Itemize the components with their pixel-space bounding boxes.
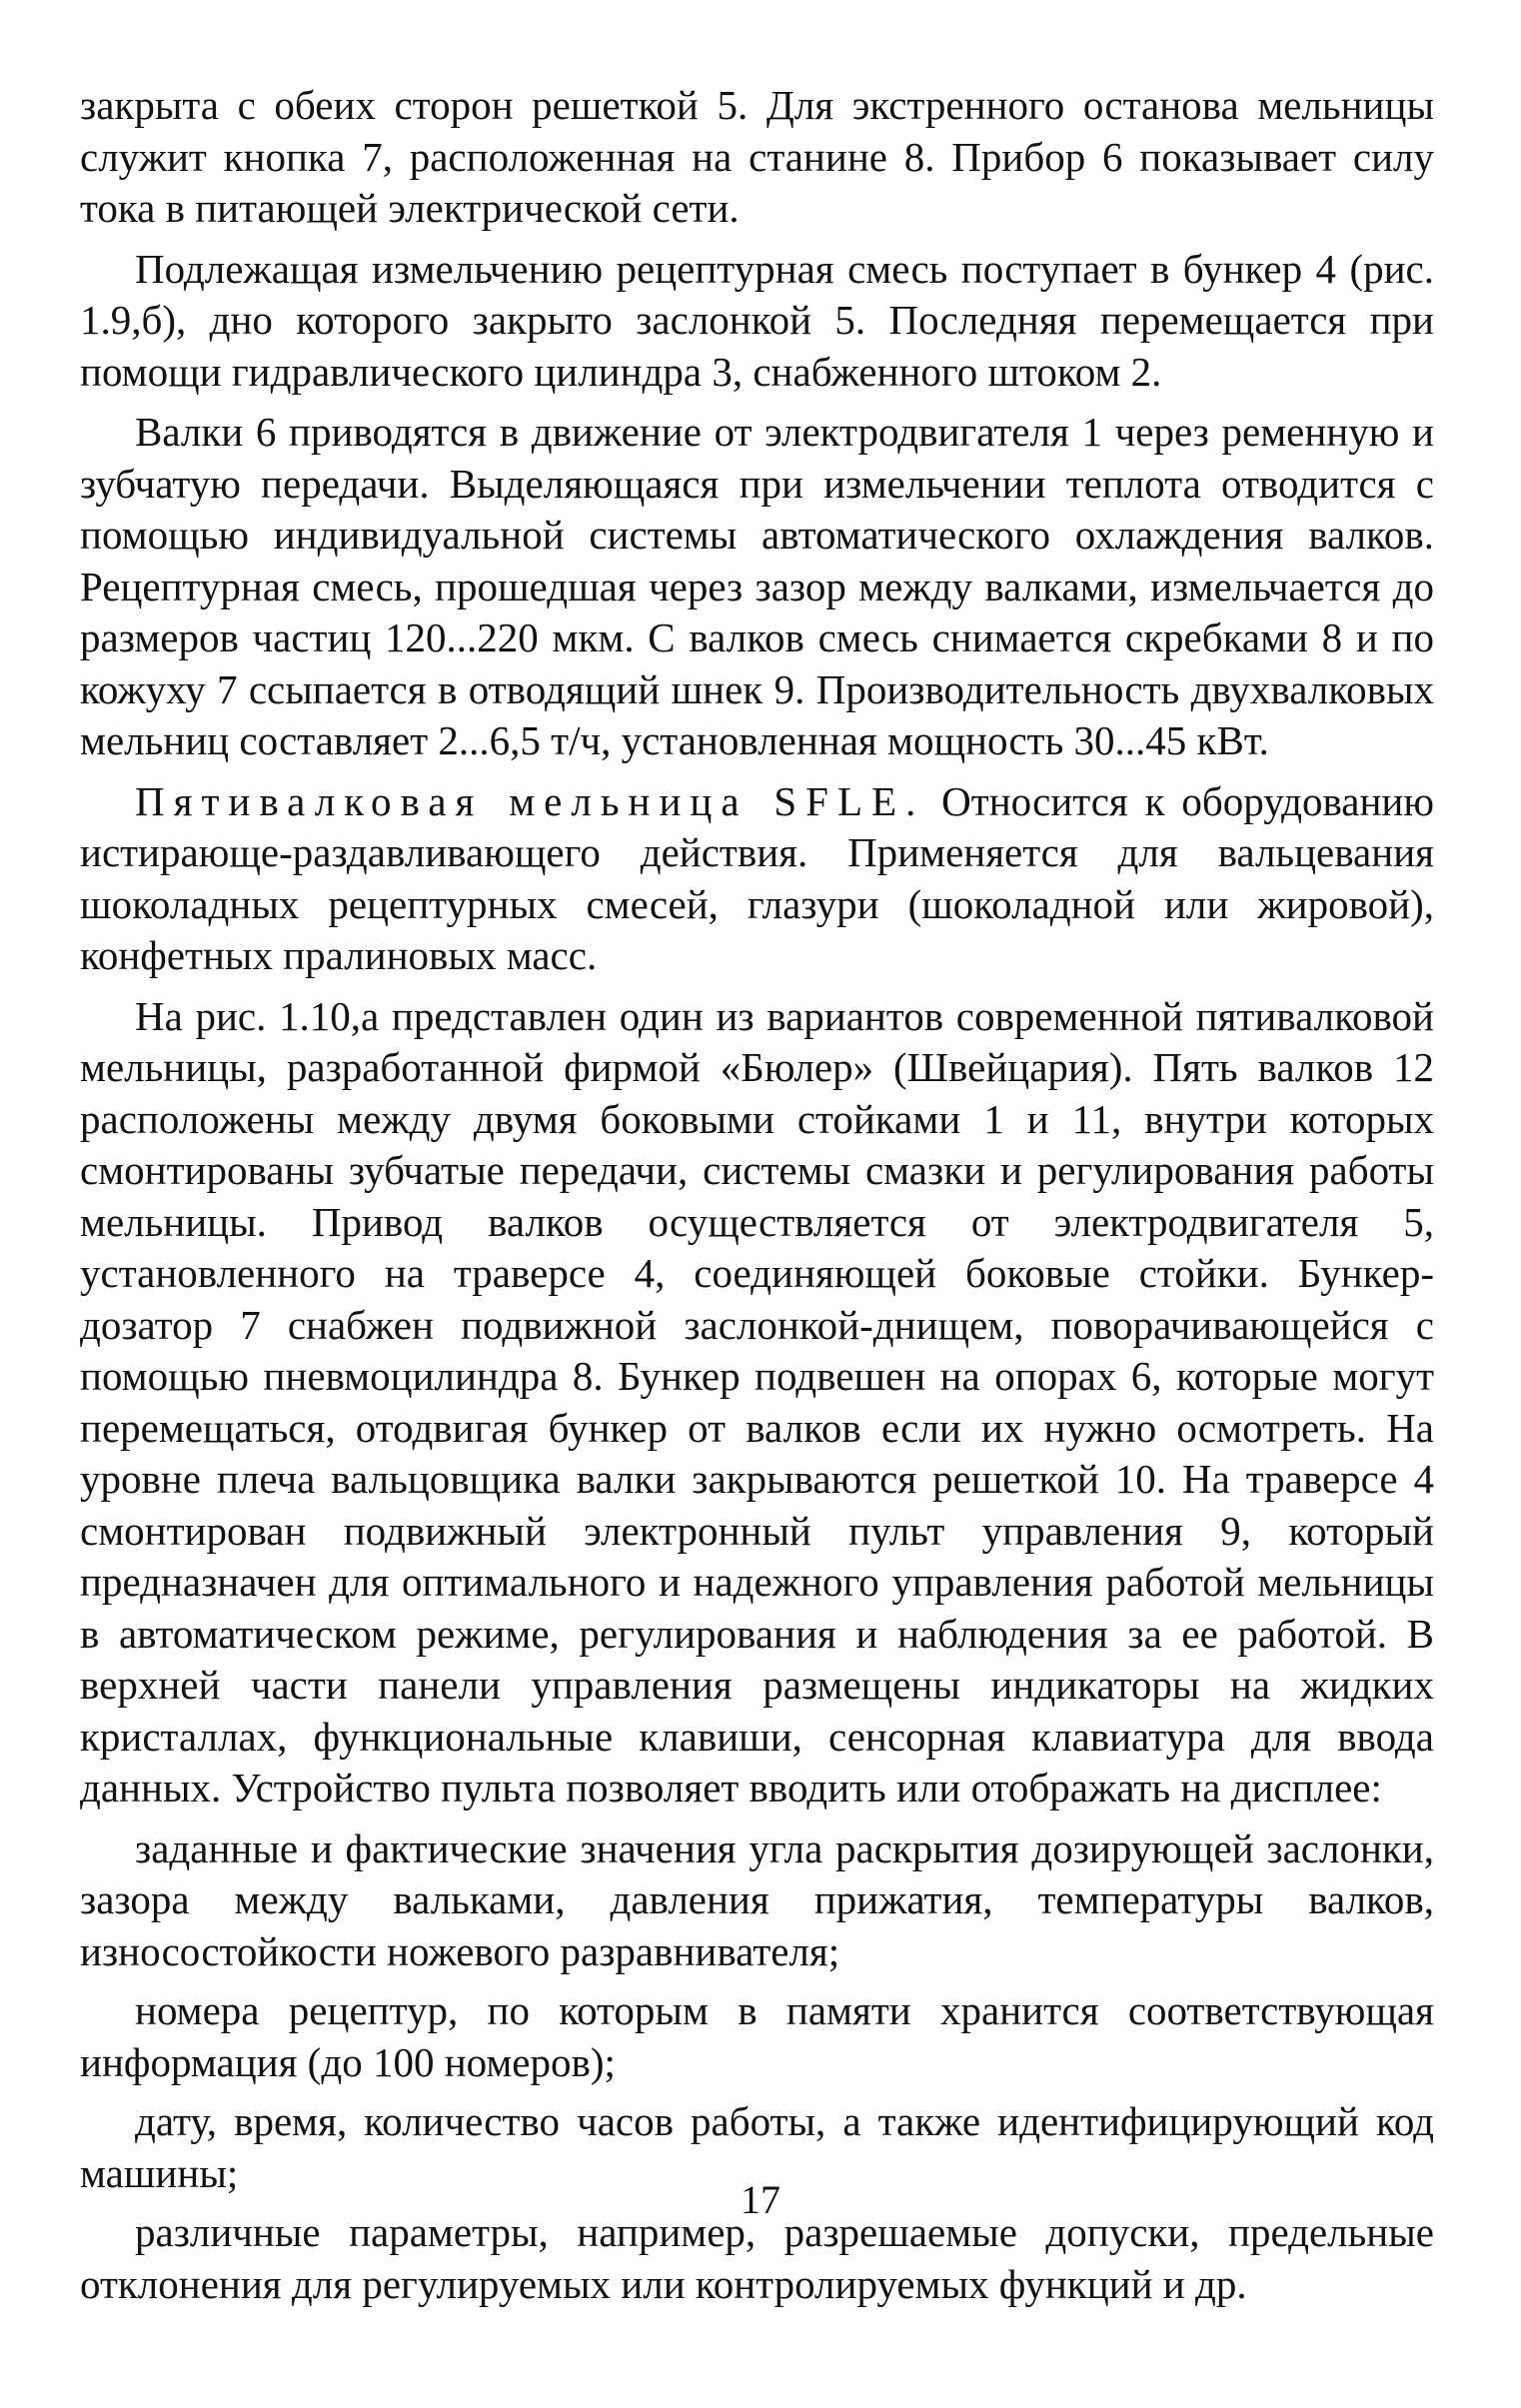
section-heading-five-roll-mill: Пятивалковая мельница SFLE. xyxy=(135,777,925,824)
list-item: дату, время, количество часов работы, а также идентифицирующий код машины; xyxy=(80,2098,1434,2196)
paragraph-continuation: закрыта с обеих сторон решеткой 5. Для экстренного останова мельницы служит кнопка 7, расположенная на станине 8. Прибор 6 показывает силу тока в питающей электрической сети. xyxy=(80,82,1434,231)
page-body xyxy=(80,80,1434,2318)
list-item: различные параметры, например, разрешаемые допуски, предельные отклонения для регулируемых или контролируемых функций и др. xyxy=(80,2209,1434,2307)
list-item: заданные и фактические значения угла раскрытия дозирующей заслонки, зазора между вальками, давления прижатия, температуры валков, износостойкости ножевого разравнивателя; xyxy=(80,1824,1434,1974)
page-number: 17 xyxy=(741,2177,780,2222)
paragraph-rollers: Валки 6 приводятся в движение от электродвигателя 1 через ременную и зубчатую передачи. Выделяющаяся при измельчении теплота отводится с помощью индивидуальной системы автоматического охлаждения валков. Рецептурная смесь, прошедшая через зазор между валками, измельчается до размеров частиц 120...220 мкм. С валков смесь снимается скребками 8 и по кожуху 7 ссыпается в отводящий шнек 9. Производительность двухвалковых мельниц составляет 2...6,5 т/ч, установленная мощность 30...45 кВт. xyxy=(80,409,1434,763)
paragraph-five-roll-mill-body: Относится к оборудованию истирающе-раздавливающего действия. Применяется для вальцевания шоколадных рецептурных смесей, глазури (шоколадной или жировой), конфетных пралиновых масс. xyxy=(80,777,1434,978)
paragraph-hopper: Подлежащая измельчению рецептурная смесь поступает в бункер 4 (рис. 1.9,б), дно которого закрыто заслонкой 5. Последняя перемещается при помощи гидравлического цилиндра 3, снабженного штоком 2. xyxy=(80,245,1434,395)
paragraph-buhler-mill: На рис. 1.10,а представлен один из вариантов современной пятивалковой мельницы, разработанной фирмой «Бюлер» (Швейцария). Пять валков 12 расположены между двумя боковыми стойками 1 и 11, внутри которых смонтированы зубчатые передачи, системы смазки и регулирования работы мельницы. Привод валков осуществляется от электродвигателя 5, установленного на траверсе 4, соединяющей боковые стойки. Бункер-дозатор 7 снабжен подвижной заслонкой-днищем, поворачивающейся с помощью пневмоцилиндра 8. Бункер подвешен на опорах 6, которые могут перемещаться, отодвигая бункер от валков если их нужно осмотреть. На уровне плеча вальцовщика валки закрываются решеткой 10. На траверсе 4 смонтирован подвижный электронный пульт управления 9, который предназначен для оптимального и надежного управления работой мельницы в автоматическом режиме, регулирования и наблюдения за ее работой. В верхней части панели управления размещены индикаторы на жидких кристаллах, функциональные клавиши, сенсорная клавиатура для ввода данных. Устройство пульта позволяет вводить или отображать на дисплее: xyxy=(80,992,1434,1810)
paragraph-five-roll-mill xyxy=(80,776,1434,982)
list-item: номера рецептур, по которым в памяти хранится соответствующая информация (до 100 номеров); xyxy=(80,1987,1434,2085)
